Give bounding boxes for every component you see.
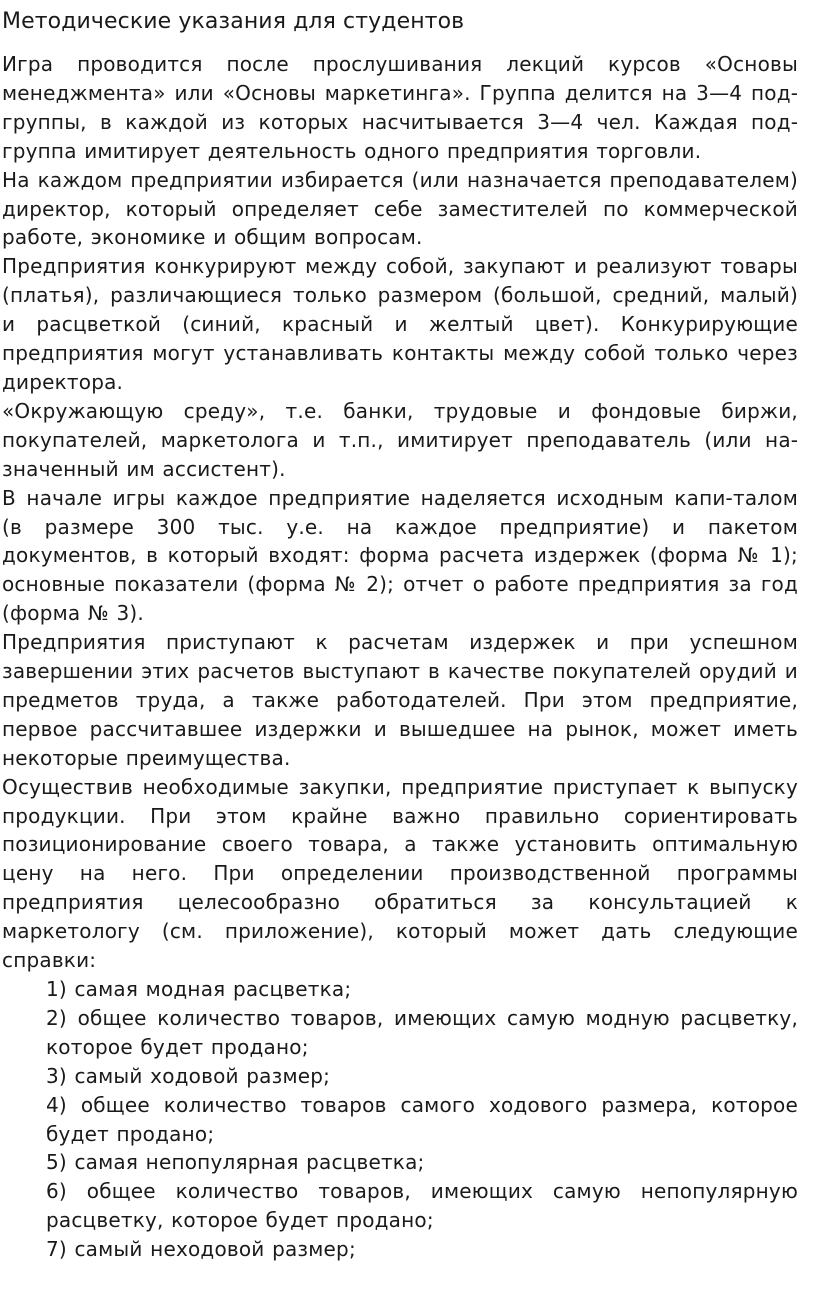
paragraph-competition: Предприятия конкурируют между собой, закупают и реализуют товары (платья), различающиеся только размером (большой, средний, малый) и расцветкой (синий, красный и желтый цвет). Конкурирующие предприятия могут устанавливать контакты между собой только через директора. [2, 254, 798, 394]
paragraph-cost-calculation: Предприятия приступают к расчетам издержек и при успешном завершении этих расчетов выступают в качестве покупателей орудий и предметов труда, а также работодателей. При этом предприятие, первое рассчитавшее издержки и вышедшее на рынок, может иметь некоторые преимущества. [2, 630, 798, 770]
list-item: 7) самый неходовой размер; [46, 1237, 356, 1262]
list-item: 5) самая непопулярная расцветка; [46, 1150, 425, 1175]
list-item: 1) самая модная расцветка; [46, 977, 352, 1001]
document-body [2, 50, 798, 1264]
list-item: 6) общее количество товаров, имеющих самую непопулярную расцветку, которое будет продано; [46, 1179, 798, 1233]
marketer-references-list [2, 975, 798, 1264]
paragraph-production: Осуществив необходимые закупки, предприятие приступает к выпуску продукции. При этом крайне важно правильно сориентировать позиционирование своего товара, а также установить оптимальную цену на него. При определении производственной программы предприятия целесообразно обратиться за консультацией к маркетологу (см. приложение), который может дать следующие справки: [2, 774, 798, 973]
list-item: 2) общее количество товаров, имеющих самую модную расцветку, которое будет продано; [46, 1005, 798, 1059]
paragraph-director: На каждом предприятии избирается (или назначается преподавателем) директор, который определяет себе заместителей по коммерческой работе, экономике и общим вопросам. [2, 167, 798, 250]
document-title: Методические указания для студентов [2, 9, 465, 34]
paragraph-environment: «Окружающую среду», т.е. банки, трудовые и фондовые биржи, покупателей, маркетолога и т.п., имитирует преподаватель (или назначенный им ассистент). [2, 398, 798, 481]
list-item: 3) самый ходовой размер; [46, 1063, 331, 1088]
paragraph-game-intro: Игра проводится после прослушивания лекций курсов «Основы менеджмента» или «Основы маркетинга». Группа делится на 3—4 подгруппы, в каждой из которых насчитывается 3—4 чел. Каждая подгруппа имитирует деятельность одного предприятия торговли. [2, 52, 798, 163]
paragraph-initial-capital: В начале игры каждое предприятие наделяется исходным капи-талом (в размере 300 тыс. у.е. на каждое предприятие) и пакетом документов, в который входят: форма расчета издержек (форма № 1); основные показатели (форма № 2); отчет о работе предприятия за год (форма № 3). [2, 485, 798, 626]
list-item: 4) общее количество товаров самого ходового размера, которое будет продано; [46, 1092, 798, 1146]
